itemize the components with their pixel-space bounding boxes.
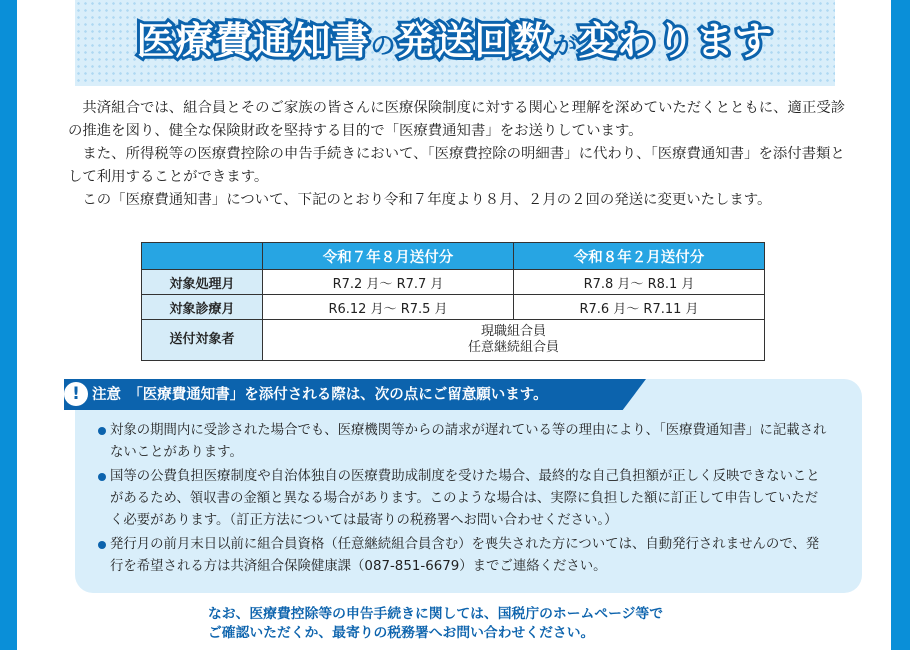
notice-item-text: 国等の公費負担医療制度や自治体独自の医療費助成制度を受けた場合、最終的な自己負担額が正しく反映できないことがあるため、領収書の金額と異なる場合があります。このような場合は、実際に負担した額に訂正して申告していただく必要があります。（訂正方法については最寄りの税務署へお問い合わせください。） xyxy=(110,469,820,528)
row-label-treatment-month: 対象診療月 xyxy=(142,295,263,320)
recipient-voluntary-members: 任意継続組合員 xyxy=(467,340,559,355)
title-part-4: が xyxy=(552,31,579,60)
row-label-processing-month: 対象処理月 xyxy=(142,270,263,295)
list-item xyxy=(97,534,827,578)
bullet-icon xyxy=(98,427,106,435)
left-border-bar xyxy=(0,0,17,650)
page-title xyxy=(75,10,835,65)
table-corner-cell xyxy=(142,243,263,270)
recipient-current-members: 現職組合員 xyxy=(480,324,546,339)
footer-line-1: なお、医療費控除等の申告手続きに関しては、国税庁のホームページ等で xyxy=(208,606,664,622)
list-item xyxy=(97,466,827,532)
notice-item-text: 対象の期間内に受診された場合でも、医療機関等からの請求が遅れている等の理由により、「医療費通知書」に記載されないことがあります。 xyxy=(110,423,827,460)
table-row xyxy=(142,295,765,320)
notice-item-text: 発行月の前月末日以前に組合員資格（任意継続組合員含む）を喪失された方については、自動発行されませんので、発行を希望される方は共済組合保険健康課（087-851-6679）までご連絡ください。 xyxy=(110,537,820,574)
table-row xyxy=(142,270,765,295)
right-border-bar xyxy=(891,0,910,650)
notice-list xyxy=(97,420,827,580)
column-header-august: 令和７年８月送付分 xyxy=(263,243,514,270)
treatment-month-february: R7.6 月～ R7.11 月 xyxy=(514,295,765,320)
title-part-3: 発送回数 xyxy=(396,19,553,63)
list-item xyxy=(97,420,827,464)
title-part-2: の xyxy=(370,31,397,60)
title-banner xyxy=(75,0,835,86)
processing-month-august: R7.2 月～ R7.7 月 xyxy=(263,270,514,295)
column-header-february: 令和８年２月送付分 xyxy=(514,243,765,270)
table-row xyxy=(142,320,765,361)
footer-line-2: ご確認いただくか、最寄りの税務署へお問い合わせください。 xyxy=(208,625,595,641)
intro-paragraph-3: この「医療費通知書」について、下記のとおり令和７年度より８月、２月の２回の発送に変更いたします。 xyxy=(82,192,772,208)
schedule-table xyxy=(141,242,765,361)
exclamation-icon: ! xyxy=(64,382,88,406)
treatment-month-august: R6.12 月～ R7.5 月 xyxy=(263,295,514,320)
intro-paragraph-1: 共済組合では、組合員とそのご家族の皆さんに医療保険制度に対する関心と理解を深めていただくとともに、適正受診の推進を図り、健全な保険財政を堅持する目的で「医療費通知書」をお送りしています。 xyxy=(68,100,846,139)
footer-note xyxy=(208,605,808,643)
table-header-row xyxy=(142,243,765,270)
intro-paragraph-2: また、所得税等の医療費控除の申告手続きにおいて、「医療費控除の明細書」に代わり、「医療費通知書」を添付書類として利用することができます。 xyxy=(68,146,845,185)
intro-text xyxy=(68,97,850,212)
bullet-icon xyxy=(98,473,106,481)
notice-heading: 注意 「医療費通知書」を添付される際は、次の点にご留意願います。 xyxy=(92,387,548,403)
recipients-cell xyxy=(263,320,765,361)
title-part-5: 変わります xyxy=(578,19,774,63)
row-label-recipients: 送付対象者 xyxy=(142,320,263,361)
title-part-1: 医療費通知書 xyxy=(136,19,371,63)
bullet-icon xyxy=(98,541,106,549)
processing-month-february: R7.8 月～ R8.1 月 xyxy=(514,270,765,295)
